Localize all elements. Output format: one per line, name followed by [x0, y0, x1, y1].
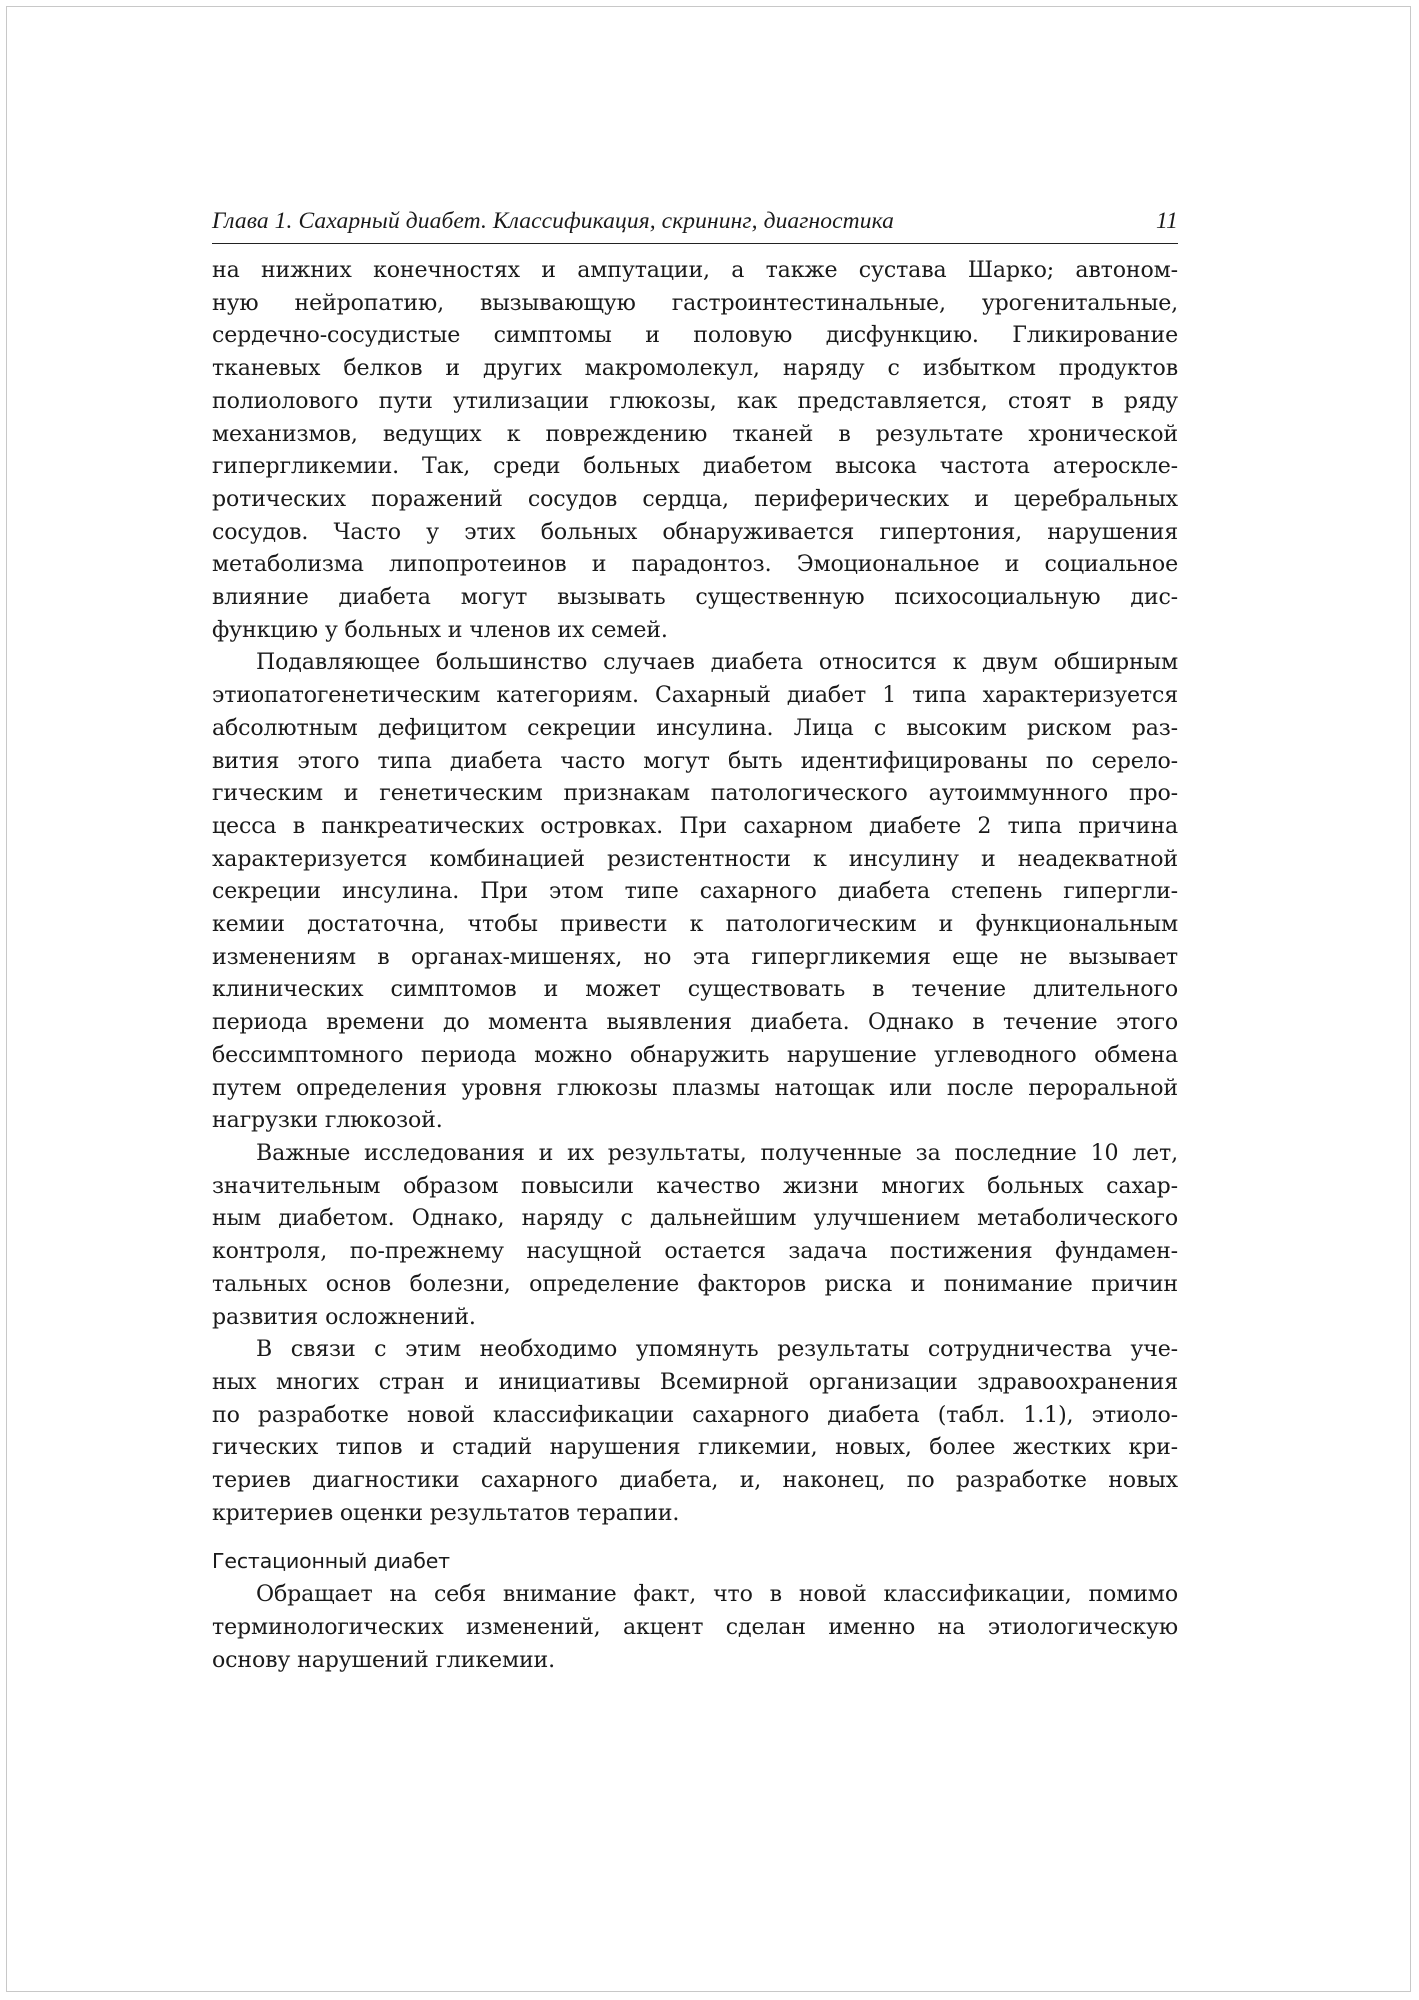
text-line: изменениям в органах-мишенях, но эта гипергликемия еще не вызывает [212, 943, 1178, 970]
text-line: ных многих стран и инициативы Всемирной организации здравоохранения [212, 1368, 1178, 1395]
text-line: критериев оценки результатов терапии. [212, 1499, 680, 1526]
text-line: метаболизма липопротеинов и парадонтоз. Эмоциональное и социальное [212, 551, 1178, 578]
text-line: гическим и генетическим признакам патологического аутоиммунного про- [212, 780, 1178, 807]
text-line: гических типов и стадий нарушения гликемии, новых, более жестких кри- [212, 1434, 1178, 1461]
paragraph [212, 254, 1178, 646]
text-line: ным диабетом. Однако, наряду с дальнейшим улучшением метаболического [212, 1205, 1178, 1232]
text-line: тканевых белков и других макромолекул, наряду с избытком продуктов [212, 355, 1178, 382]
text-line: цесса в панкреатических островках. При сахарном диабете 2 типа причина [212, 812, 1178, 839]
text-line: Подавляющее большинство случаев диабета относится к двум обширным [256, 649, 1178, 676]
text-line: нагрузки глюкозой. [212, 1107, 443, 1134]
text-line: периода времени до момента выявления диабета. Однако в течение этого [212, 1009, 1178, 1036]
text-line: вития этого типа диабета часто могут быть идентифицированы по серело- [212, 747, 1178, 774]
running-head-title: Глава 1. Сахарный диабет. Классификация, скрининг, диагностика [212, 208, 894, 234]
text-line: на нижних конечностях и ампутации, а также сустава Шарко; автоном- [212, 257, 1178, 283]
text-line: ную нейропатию, вызывающую гастроинтестинальные, урогенитальные, [212, 289, 1178, 316]
text-line: по разработке новой классификации сахарного диабета (табл. 1.1), этиоло- [212, 1401, 1178, 1428]
text-line: секреции инсулина. При этом типе сахарного диабета степень гипергли- [212, 878, 1178, 905]
text-line: териев диагностики сахарного диабета, и, наконец, по разработке новых [212, 1467, 1178, 1494]
page-number: 11 [1156, 208, 1178, 234]
text-line: механизмов, ведущих к повреждению тканей в результате хронической [212, 420, 1178, 447]
page-content [212, 208, 1178, 1677]
text-line: бессимптомного периода можно обнаружить нарушение углеводного обмена [212, 1041, 1178, 1068]
paragraph [212, 1333, 1178, 1529]
paragraph [212, 1137, 1178, 1333]
text-line: сосудов. Часто у этих больных обнаруживается гипертония, нарушения [212, 518, 1178, 545]
text-line: полиолового пути утилизации глюкозы, как представляется, стоят в ряду [212, 387, 1178, 414]
text-line: тальных основ болезни, определение факторов риска и понимание причин [212, 1270, 1178, 1297]
text-line: значительным образом повысили качество жизни многих больных сахар- [212, 1172, 1178, 1199]
text-line: сердечно-сосудистые симптомы и половую дисфункцию. Гликирование [212, 322, 1178, 349]
text-line: ротических поражений сосудов сердца, периферических и церебральных [212, 485, 1178, 512]
body-text [212, 254, 1178, 1677]
text-line: Обращает на себя внимание факт, что в новой классификации, помимо [256, 1581, 1178, 1608]
text-line: терминологических изменений, акцент сделан именно на этиологическую [212, 1614, 1178, 1641]
text-line: характеризуется комбинацией резистентности к инсулину и неадекватной [212, 845, 1178, 872]
text-line: функцию у больных и членов их семей. [212, 616, 668, 643]
text-line: этиопатогенетическим категориям. Сахарный диабет 1 типа характеризуется [212, 682, 1178, 709]
paragraph [212, 646, 1178, 1137]
section-heading: Гестационный диабет [212, 1549, 450, 1574]
paragraph [212, 1578, 1178, 1676]
text-line: клинических симптомов и может существовать в течение длительного [212, 976, 1178, 1003]
running-head [212, 208, 1178, 244]
text-line: влияние диабета могут вызывать существенную психосоциальную дис- [212, 584, 1178, 611]
text-line: гипергликемии. Так, среди больных диабетом высока частота атероскле- [212, 453, 1178, 480]
text-line: контроля, по-прежнему насущной остается задача постижения фундамен- [212, 1238, 1178, 1265]
text-line: В связи с этим необходимо упомянуть результаты сотрудничества уче- [256, 1336, 1178, 1363]
text-line: развития осложнений. [212, 1303, 476, 1330]
text-line: абсолютным дефицитом секреции инсулина. Лица с высоким риском раз- [212, 714, 1178, 741]
text-line: кемии достаточна, чтобы привести к патологическим и функциональным [212, 911, 1178, 938]
text-line: путем определения уровня глюкозы плазмы натощак или после пероральной [212, 1074, 1178, 1101]
text-line: Важные исследования и их результаты, полученные за последние 10 лет, [256, 1139, 1178, 1166]
text-line: основу нарушений гликемии. [212, 1646, 555, 1673]
